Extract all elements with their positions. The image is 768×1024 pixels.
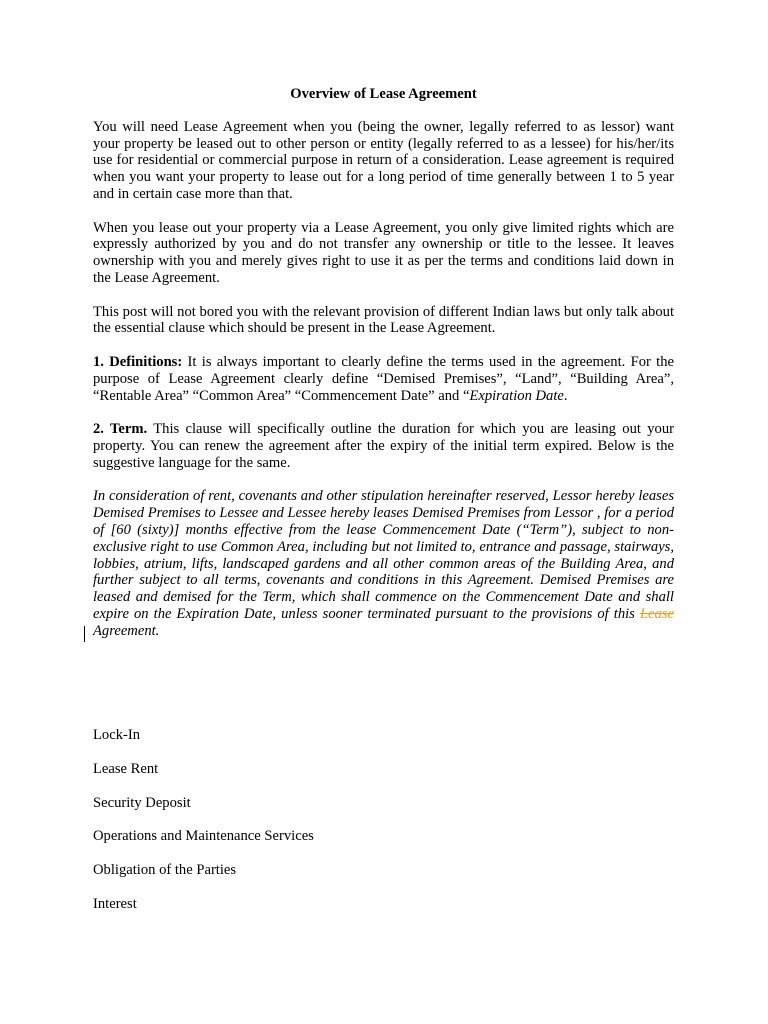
scope-paragraph: This post will not bored you with the relevant provision of different Indian laws but only talk about the essential clause which should be present in the Lease Agreement. <box>93 303 674 337</box>
lease-clause <box>93 488 674 639</box>
change-bar <box>84 626 85 642</box>
definitions-italic-term: Expiration Date <box>469 387 564 404</box>
term-paragraph <box>93 421 674 471</box>
definitions-heading: 1. Definitions: <box>93 353 183 370</box>
intro-paragraph: You will need Lease Agreement when you (being the owner, legally referred to as lessor) want your property be leased out to other person or entity (legally referred to as a lessee) for his/her/its use for residential or commercial purpose in return of a consideration. Lease agreement is required when you want your property to lease out for a long period of time generally between 1 to 5 year and in certain case more than that. <box>93 118 674 202</box>
list-item: Security Deposit <box>93 794 191 811</box>
lease-clause-end: Agreement. <box>93 622 160 639</box>
tracked-deletion: Lease <box>639 605 674 622</box>
list-item: Operations and Maintenance Services <box>93 828 314 845</box>
document-title: Overview of Lease Agreement <box>290 86 477 102</box>
document-body <box>93 86 674 656</box>
term-heading: 2. Term. <box>93 421 148 438</box>
list-item: Lease Rent <box>93 760 159 777</box>
definitions-end: . <box>563 387 568 404</box>
term-text: This clause will specifically outline the duration for which you are leasing out your property. You can renew the agreement after the expiry of the initial term expired. Below is the suggestive language for the same. <box>93 421 674 471</box>
definitions-paragraph <box>93 354 674 404</box>
list-item: Interest <box>93 895 137 912</box>
definitions-text: It is always important to clearly define the terms used in the agreement. For the purpose of Lease Agreement clearly define “Demised Premises”, “Land”, “Building Area”, “Rentable Area” “Common Area” “Commencement Date” and “ <box>93 353 675 404</box>
rights-paragraph: When you lease out your property via a Lease Agreement, you only give limited rights which are expressly authorized by you and do not transfer any ownership or title to the lessee. It leaves ownership with you and merely gives right to use it as per the terms and conditions laid down in the Lease Agreement. <box>93 219 674 286</box>
list-item: Lock-In <box>93 727 141 743</box>
lease-clause-text: In consideration of rent, covenants and other stipulation hereinafter reserved, Lessor hereby leases Demised Premises to Lessee and Lessee hereby leases Demised Premises from Lessor , for a period of [60 (sixty)] months effective from the lease Commencement Date (“Term”), subject to non-exclusive right to use Common Area, including but not limited to, entrance and passage, stairways, lobbies, atrium, lifts, landscaped gardens and all other common areas of the Building Area, and further subject to all terms, covenants and conditions in this Agreement. Demised Premises are leased and demised for the Term, which shall commence on the Commencement Date and shall expire on the Expiration Date, unless sooner terminated pursuant to the provisions of this <box>93 488 674 622</box>
list-item: Obligation of the Parties <box>93 862 237 879</box>
clause-list <box>93 727 314 930</box>
